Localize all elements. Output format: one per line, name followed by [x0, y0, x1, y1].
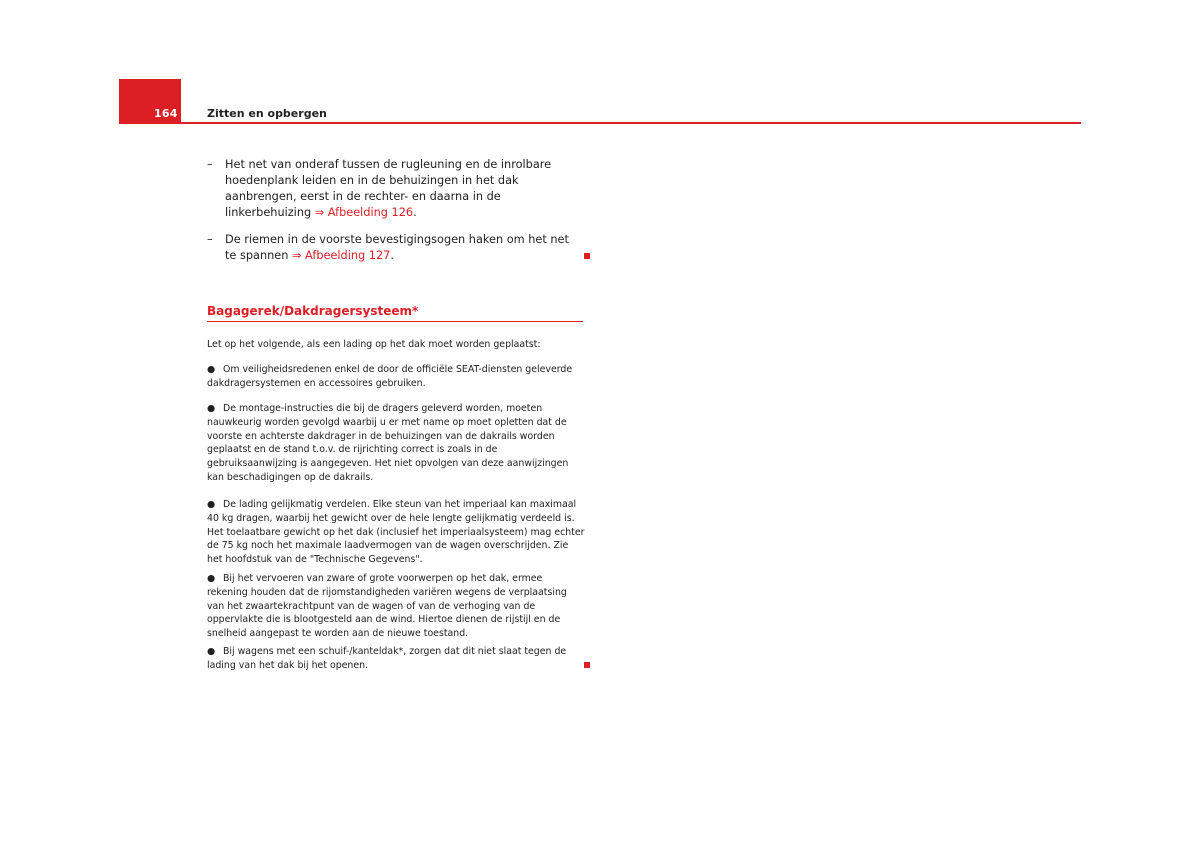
step-item-2: – De riemen in de voorste bevestigingsogen haken om het net te spannen ⇒ Afbeelding 127. [207, 233, 569, 262]
step-text: Het net van onderaf tussen de rugleuning en de inrolbare hoedenplank leiden en in de behuizingen in het dak aanbrengen, eerst in de rechter- en daarna in de linkerbehuizing [225, 158, 552, 219]
list-item: ● Bij wagens met een schuif-/kanteldak*, zorgen dat dit niet slaat tegen de lading van het dak bij het openen. [207, 646, 567, 671]
list-item: ● Om veiligheidsredenen enkel de door de officiële SEAT-diensten geleverde dakdragersystemen en accessoires gebruiken. [207, 364, 573, 389]
list-item: ● De lading gelijkmatig verdelen. Elke steun van het imperiaal kan maximaal 40 kg dragen, waarbij het gewicht over de hele lengte gelijkmatig verdeeld is. Het toelaatbare gewicht op het dak (inclusief het imperiaalsysteem) mag echter de 75 kg noch het maximale laadvermogen van de wagen overschrijden. Zie het hoofdstuk van de "Technische Gegevens". [207, 499, 585, 566]
page-number: 164 [154, 107, 178, 120]
dash-marker: – [207, 158, 213, 171]
bullet-icon: ● [207, 646, 216, 657]
section-end-marker [584, 662, 590, 668]
section-end-marker [584, 253, 590, 259]
bullet-icon: ● [207, 573, 216, 584]
dash-marker: – [207, 233, 213, 246]
figure-reference-link[interactable]: ⇒ Afbeelding 126 [314, 206, 414, 219]
step-item-1: – Het net van onderaf tussen de rugleuning en de inrolbare hoedenplank leiden en in de behuizingen in het dak aanbrengen, eerst in de rechter- en daarna in de linkerbehuizing ⇒ Afbeelding 126. [207, 158, 552, 219]
chapter-title: Zitten en opbergen [207, 107, 327, 120]
section-heading: Bagagerek/Dakdragersysteem* [207, 304, 419, 318]
list-item: ● Bij het vervoeren van zware of grote voorwerpen op het dak, ermee rekening houden dat de rijomstandigheden variëren wegens de verplaatsing van het zwaartekrachtpunt van de wagen of van de verhoging van de oppervlakte die is blootgesteld aan de wind. Hiertoe dienen de rijstijl en de snelheid aangepast te worden aan de nieuwe toestand. [207, 573, 567, 640]
section-intro: Let op het volgende, als een lading op het dak moet worden geplaatst: [207, 339, 541, 350]
step-text: De riemen in de voorste bevestigingsogen haken om het net te spannen [225, 233, 569, 262]
section-heading-rule [207, 321, 583, 322]
list-item: ● De montage-instructies die bij de dragers geleverd worden, moeten nauwkeurig worden gevolgd waarbij u er met name op moet opletten dat de voorste en achterste dakdrager in de behuizingen van de dakrails worden geplaatst en de stand t.o.v. de rijrichting correct is zoals in de gebruiksaanwijzing is aangegeven. Het niet opvolgen van deze aanwijzingen kan beschadigingen op de dakrails. [207, 403, 569, 483]
bullet-icon: ● [207, 364, 216, 375]
figure-reference-link[interactable]: ⇒ Afbeelding 127 [291, 249, 391, 262]
header-rule [181, 122, 1081, 124]
bullet-icon: ● [207, 403, 216, 414]
bullet-icon: ● [207, 499, 216, 510]
